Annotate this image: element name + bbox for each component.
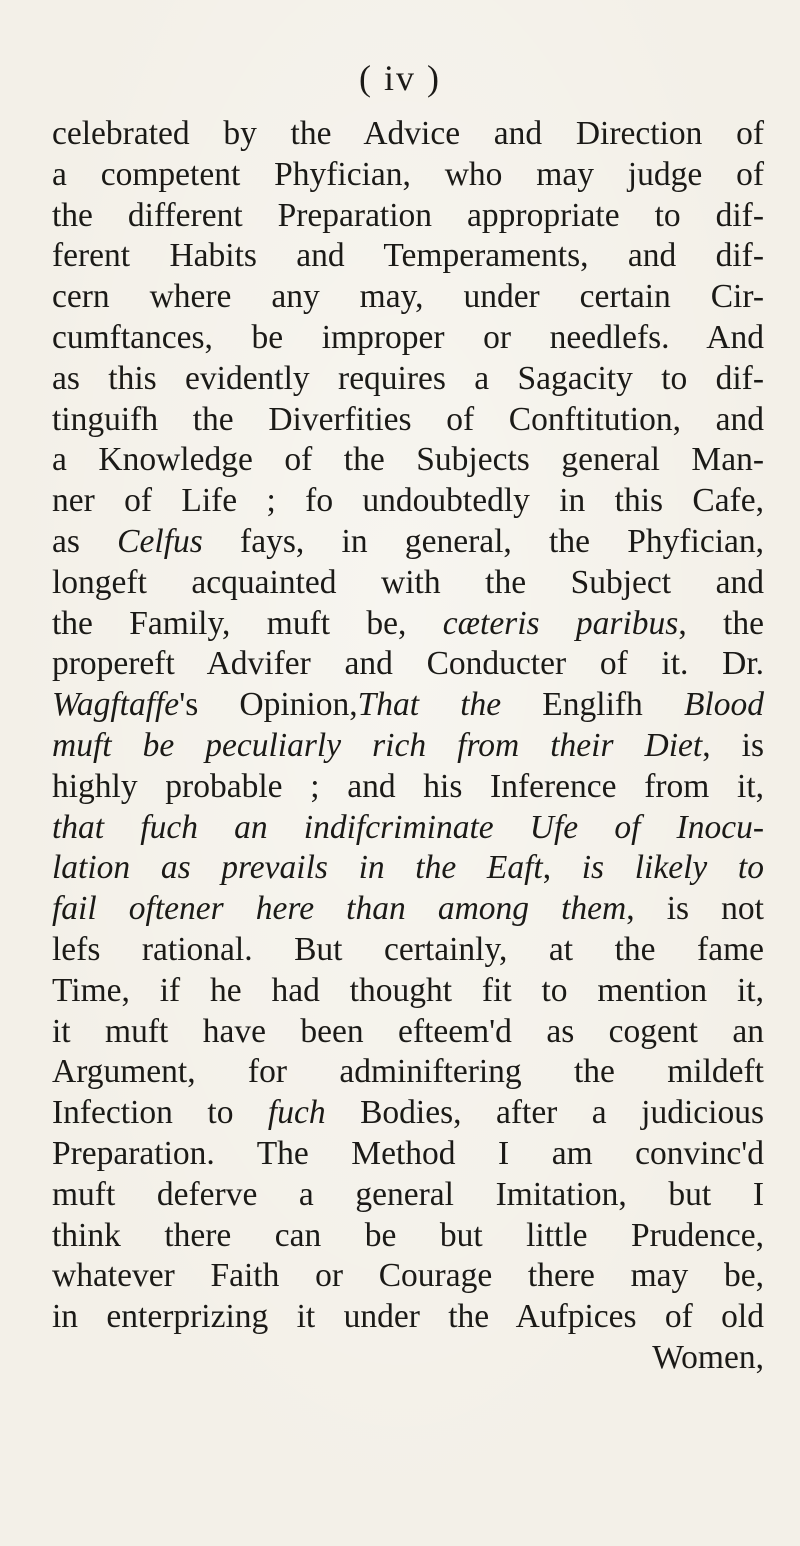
text-line — [52, 685, 764, 726]
text-run: highly probable ; and his Inference from it, — [52, 767, 764, 805]
italic-text-run: That the — [357, 686, 502, 724]
text-line — [52, 318, 764, 359]
text-line — [52, 1134, 764, 1175]
italic-text-run: that fuch an indifcriminate Ufe of Inocu- — [52, 808, 764, 846]
text-run: propereft Advifer and Conducter of it. Dr. — [52, 645, 764, 683]
text-run: think there can be but little Prudence, — [52, 1216, 764, 1254]
text-run: fays, in general, the Phyfician, — [202, 522, 764, 560]
italic-text-run: muft be peculiarly rich from their Diet — [52, 726, 703, 764]
text-run: it muft have been efteem'd as cogent an — [52, 1012, 764, 1050]
text-run: Preparation. The Method I am convinc'd — [52, 1134, 764, 1172]
text-line — [52, 848, 764, 889]
text-run: ner of Life ; fo undoubtedly in this Cafe, — [52, 482, 764, 520]
text-line — [52, 114, 764, 155]
text-line — [52, 1052, 764, 1093]
text-run: Time, if he had thought fit to mention it, — [52, 971, 764, 1009]
text-line — [52, 930, 764, 971]
text-run: the different Preparation appropriate to dif- — [52, 196, 764, 234]
text-run: longeft acquainted with the Subject and — [52, 563, 764, 601]
text-line — [52, 808, 764, 849]
text-line — [52, 889, 764, 930]
text-line — [52, 1093, 764, 1134]
text-line — [52, 236, 764, 277]
italic-text-run: fuch — [267, 1094, 326, 1132]
text-line — [52, 400, 764, 441]
text-line — [52, 767, 764, 808]
text-run: celebrated by the Advice and Direction of — [52, 115, 764, 152]
text-run: , is not — [626, 890, 764, 928]
page-number: ( iv ) — [359, 58, 441, 98]
text-run: a Knowledge of the Subjects general Man- — [52, 441, 764, 479]
text-run: , is — [702, 726, 764, 764]
text-line — [52, 359, 764, 400]
text-run: muft deferve a general Imitation, but I — [52, 1175, 764, 1213]
text-run: 's Opinion, — [179, 686, 358, 724]
text-line — [52, 522, 764, 563]
text-run: Infection to — [52, 1094, 268, 1132]
text-line — [52, 440, 764, 481]
text-run: lefs rational. But certainly, at the fame — [52, 930, 764, 968]
text-line — [52, 1256, 764, 1297]
text-run: , the — [678, 604, 764, 642]
text-line — [52, 726, 764, 767]
text-run: tinguifh the Diverfities of Conftitution, and — [52, 400, 764, 438]
text-run: , — [542, 849, 582, 887]
text-line — [52, 1297, 764, 1338]
text-line — [52, 481, 764, 522]
italic-text-run: fail oftener here than among them — [52, 890, 627, 928]
text-run: Women, — [652, 1338, 764, 1376]
italic-text-run: lation as prevails in the Eaft — [52, 849, 543, 887]
text-line — [52, 563, 764, 604]
italic-text-run: Blood — [683, 686, 764, 724]
italic-text-run: cæteris paribus — [442, 604, 679, 642]
text-run: Argument, for adminiftering the mildeft — [52, 1053, 764, 1091]
italic-text-run: Wagftaffe — [52, 686, 180, 724]
text-run: whatever Faith or Courage there may be, — [52, 1257, 764, 1295]
text-line — [52, 196, 764, 237]
text-run: in enterprizing it under the Aufpices of old — [52, 1298, 764, 1336]
italic-text-run: Celfus — [117, 522, 203, 560]
body-text — [52, 114, 764, 1379]
text-run: the Family, muft be, — [52, 604, 443, 642]
text-run: cumftances, be improper or needlefs. And — [52, 318, 764, 356]
italic-text-run: is likely to — [581, 849, 764, 887]
text-line — [52, 604, 764, 645]
text-run: Englifh — [501, 686, 684, 724]
text-run: a competent Phyfician, who may judge of — [52, 155, 764, 193]
text-line — [52, 1338, 764, 1379]
text-line — [52, 277, 764, 318]
text-run: cern where any may, under certain Cir- — [52, 278, 764, 316]
text-run: as — [52, 522, 118, 560]
text-run: Bodies, after a judicious — [325, 1094, 764, 1132]
text-line — [52, 1012, 764, 1053]
text-run: ferent Habits and Temperaments, and dif- — [52, 237, 764, 275]
text-line — [52, 1216, 764, 1257]
text-line — [52, 1175, 764, 1216]
text-line — [52, 644, 764, 685]
text-line — [52, 155, 764, 196]
text-line — [52, 971, 764, 1012]
text-run: as this evidently requires a Sagacity to dif- — [52, 359, 764, 397]
